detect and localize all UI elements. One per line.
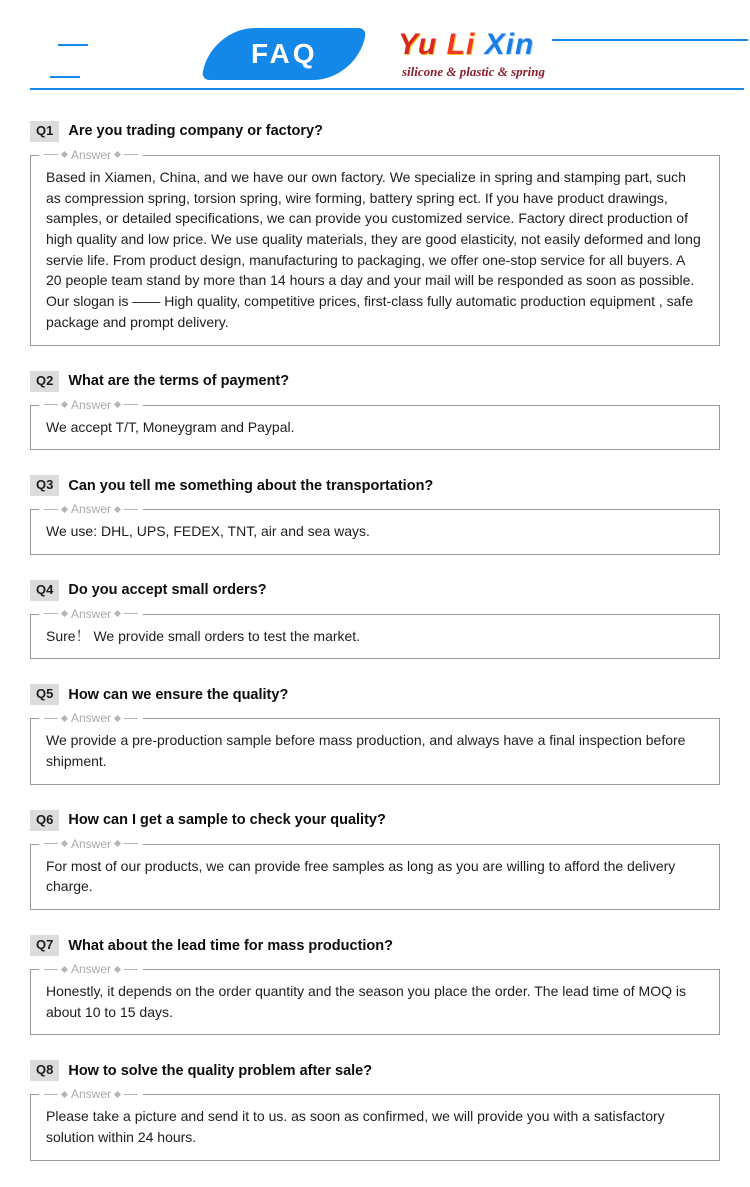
logo-word-xin: Xin bbox=[484, 28, 535, 61]
diamond-icon bbox=[114, 715, 121, 722]
question-row bbox=[30, 580, 720, 601]
answer-box bbox=[30, 147, 720, 346]
decorative-line bbox=[124, 969, 138, 970]
decorative-line bbox=[44, 613, 58, 614]
diamond-icon bbox=[61, 965, 68, 972]
question-badge: Q3 bbox=[30, 475, 59, 496]
decorative-line bbox=[124, 404, 138, 405]
answer-text: Please take a picture and send it to us. as soon as confirmed, we will provide you with a satisfactory solution within 24 hours. bbox=[46, 1108, 665, 1146]
decorative-dash-icon bbox=[58, 44, 88, 46]
answer-label-text: Answer bbox=[71, 711, 112, 726]
brand-logo bbox=[398, 30, 545, 80]
question-row bbox=[30, 1060, 720, 1081]
answer-text: Based in Xiamen, China, and we have our own factory. We specialize in spring and stamping part, such as compression spring, torsion spring, wire forming, battery spring ect. If you have product drawings, samples, or detailed specifications, we can provide you customized service. Factory direct production of high quality and low price. We use quality materials, they are good elasticity, not easily deformed and long servie life. From product design, manufacturing to packaging, we offer one-stop service for all buyers. A 20 people team stand by more than 14 hours a day and your mail will be responded as soon as possible. Our slogan is —— High quality, competitive prices, first-class fully automatic production equipment , safe package and prompt delivery. bbox=[46, 168, 701, 330]
answer-label-text: Answer bbox=[71, 397, 112, 412]
header-underline bbox=[30, 88, 744, 90]
answer-text: For most of our products, we can provide free samples as long as you are willing to afford the delivery charge. bbox=[46, 857, 676, 895]
diamond-icon bbox=[61, 151, 68, 158]
answer-label bbox=[39, 397, 143, 413]
faq-item bbox=[30, 935, 720, 1035]
faq-item bbox=[30, 475, 720, 555]
answer-label-text: Answer bbox=[71, 836, 112, 851]
decorative-line bbox=[44, 1094, 58, 1095]
question-row bbox=[30, 935, 720, 956]
diamond-icon bbox=[61, 401, 68, 408]
diamond-icon bbox=[114, 840, 121, 847]
decorative-line bbox=[124, 154, 138, 155]
answer-label bbox=[39, 501, 143, 517]
answer-text: We provide a pre-production sample before mass production, and always have a final inspection before shipment. bbox=[46, 732, 686, 770]
question-text: Do you accept small orders? bbox=[68, 582, 267, 599]
question-badge: Q8 bbox=[30, 1060, 59, 1081]
logo-word-li: Li bbox=[446, 28, 476, 61]
decorative-line bbox=[44, 404, 58, 405]
answer-text: We accept T/T, Moneygram and Paypal. bbox=[46, 418, 295, 435]
question-row bbox=[30, 371, 720, 392]
diamond-icon bbox=[114, 506, 121, 513]
faq-item bbox=[30, 121, 720, 346]
question-text: How can I get a sample to check your quality? bbox=[68, 812, 386, 829]
answer-box bbox=[30, 836, 720, 910]
decorative-line bbox=[124, 718, 138, 719]
page-header bbox=[0, 0, 750, 96]
decorative-line bbox=[44, 509, 58, 510]
decorative-line bbox=[44, 154, 58, 155]
logo-word-yu: Yu bbox=[398, 28, 438, 61]
diamond-icon bbox=[61, 715, 68, 722]
faq-item bbox=[30, 684, 720, 784]
decorative-line bbox=[44, 718, 58, 719]
answer-box bbox=[30, 502, 720, 555]
brand-name bbox=[398, 30, 545, 60]
decorative-line bbox=[124, 509, 138, 510]
answer-text: Sure！ We provide small orders to test the market. bbox=[46, 627, 361, 644]
question-text: Are you trading company or factory? bbox=[68, 123, 323, 140]
answer-box bbox=[30, 962, 720, 1035]
answer-label-text: Answer bbox=[71, 962, 112, 977]
answer-text: We use: DHL, UPS, FEDEX, TNT, air and sea ways. bbox=[46, 523, 370, 540]
question-row bbox=[30, 810, 720, 831]
question-text: What are the terms of payment? bbox=[68, 373, 290, 390]
faq-item bbox=[30, 1060, 720, 1160]
answer-box bbox=[30, 397, 720, 451]
question-text: Can you tell me something about the transportation? bbox=[68, 477, 434, 494]
answer-text: Honestly, it depends on the order quantity and the season you place the order. The lead time of MOQ is about 10 to 15 days. bbox=[46, 983, 686, 1020]
diamond-icon bbox=[114, 151, 121, 158]
diamond-icon bbox=[61, 506, 68, 513]
diamond-icon bbox=[61, 1091, 68, 1098]
answer-label bbox=[39, 961, 143, 977]
question-badge: Q7 bbox=[30, 935, 59, 956]
answer-label-text: Answer bbox=[71, 1087, 112, 1102]
question-text: How can we ensure the quality? bbox=[68, 686, 289, 703]
question-text: What about the lead time for mass production? bbox=[68, 937, 394, 954]
logo-tagline: silicone & plastic & spring bbox=[402, 64, 546, 79]
diamond-icon bbox=[114, 965, 121, 972]
diamond-icon bbox=[114, 1091, 121, 1098]
question-text: How to solve the quality problem after sale? bbox=[68, 1062, 373, 1079]
answer-box bbox=[30, 711, 720, 784]
diamond-icon bbox=[61, 610, 68, 617]
diamond-icon bbox=[114, 610, 121, 617]
faq-item bbox=[30, 371, 720, 451]
question-row bbox=[30, 475, 720, 496]
diamond-icon bbox=[61, 840, 68, 847]
answer-label-text: Answer bbox=[71, 502, 112, 517]
answer-label bbox=[39, 836, 143, 852]
answer-label bbox=[39, 710, 143, 726]
decorative-dash-icon bbox=[50, 76, 80, 78]
answer-box bbox=[30, 1087, 720, 1160]
answer-label bbox=[39, 1086, 143, 1102]
decorative-line bbox=[124, 613, 138, 614]
question-row bbox=[30, 684, 720, 705]
question-badge: Q2 bbox=[30, 371, 59, 392]
diamond-icon bbox=[114, 401, 121, 408]
decorative-line bbox=[44, 843, 58, 844]
decorative-line bbox=[124, 843, 138, 844]
answer-label-text: Answer bbox=[71, 606, 112, 621]
faq-title: FAQ bbox=[250, 38, 318, 69]
faq-item bbox=[30, 580, 720, 660]
answer-label-text: Answer bbox=[71, 147, 112, 162]
question-badge: Q5 bbox=[30, 684, 59, 705]
decorative-line bbox=[44, 969, 58, 970]
question-row bbox=[30, 121, 720, 142]
decorative-line bbox=[124, 1094, 138, 1095]
question-badge: Q6 bbox=[30, 810, 59, 831]
faq-list bbox=[0, 121, 750, 1187]
faq-ribbon bbox=[201, 28, 366, 80]
faq-item bbox=[30, 810, 720, 910]
answer-label bbox=[39, 606, 143, 622]
question-badge: Q4 bbox=[30, 580, 59, 601]
decorative-line-right bbox=[552, 39, 748, 41]
question-badge: Q1 bbox=[30, 121, 59, 142]
answer-label bbox=[39, 147, 143, 163]
answer-box bbox=[30, 606, 720, 660]
